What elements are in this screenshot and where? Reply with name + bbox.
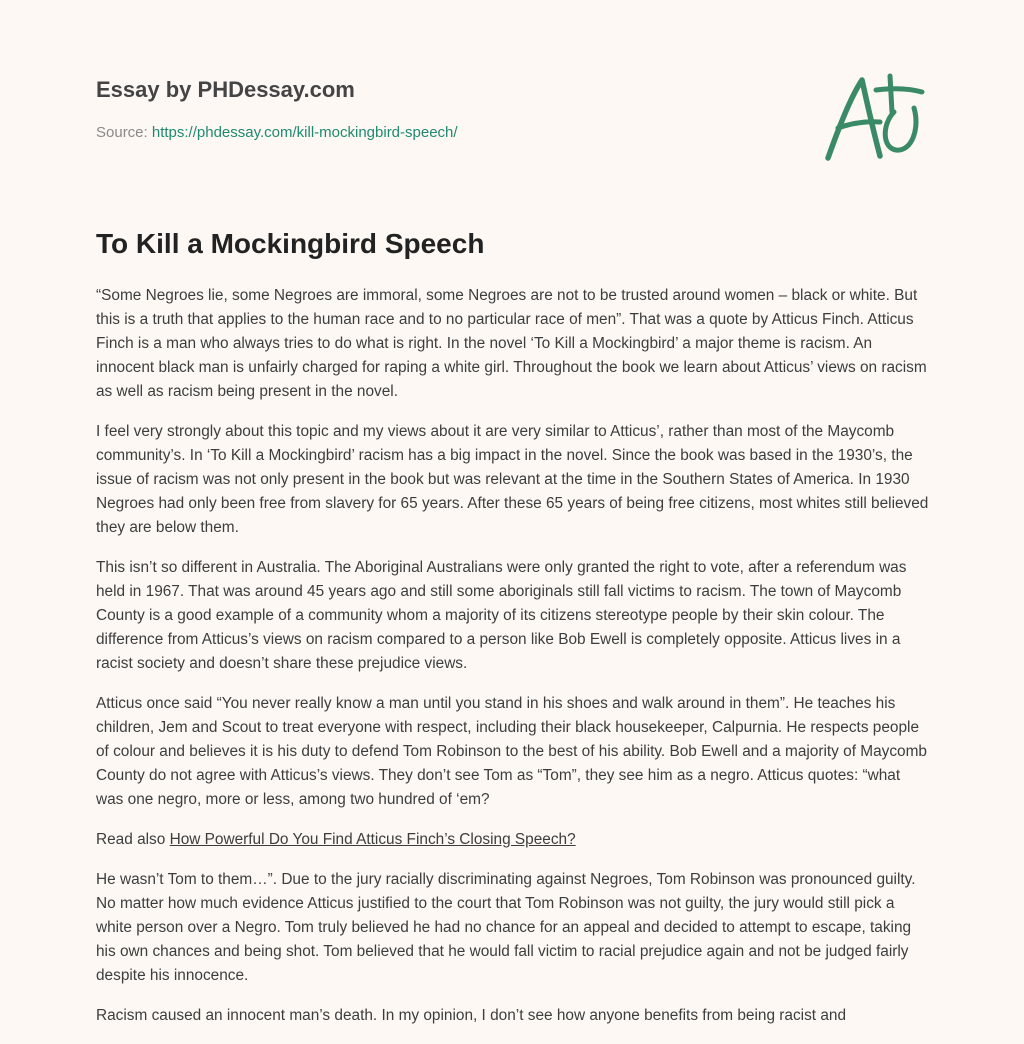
essay-paragraph: Atticus once said “You never really know a man until you stand in his shoes and walk around in them”. He teaches his children, Jem and Scout to treat everyone with respect, including their black housekeeper, Calpurnia. He respects people of colour and believes it is his duty to defend Tom Robinson to the best of his ability. Bob Ewell and a majority of Maycomb County do not agree with Atticus’s views. They don’t see Tom as “Tom”, they see him as a negro. Atticus quotes: “what was one negro, more or less, among two hundred of ‘em? [96, 695, 927, 808]
source-label: Source: [96, 124, 148, 141]
read-also [96, 828, 930, 852]
essay-paragraph: He wasn’t Tom to them…”. Due to the jury racially discriminating against Negroes, Tom Robinson was pronounced guilty. No matter how much evidence Atticus justified to the court that Tom Robinson was not guilty, the jury would still pick a white person over a Negro. Tom truly believed he had no chance for an appeal and decided to attempt to escape, taking his own chances and being shot. Tom believed that he would fall victim to racial prejudice again and not be judged fairly despite his innocence. [96, 871, 916, 984]
essay-paragraph: I feel very strongly about this topic and my views about it are very similar to Atticus’, rather than most of the Maycomb community’s. In ‘To Kill a Mockingbird’ racism has a big impact in the novel. Since the book was based in the 1930’s, the issue of racism was not only present in the book but was relevant at the time in the Southern States of America. In 1930 Negroes had only been free from slavery for 65 years. After these 65 years of being free citizens, most whites still believed they are below them. [96, 423, 929, 536]
a-plus-logo-icon [822, 68, 926, 164]
source-line [96, 123, 458, 143]
essay-paragraph: “Some Negroes lie, some Negroes are immoral, some Negroes are not to be trusted around women – black or white. But this is a truth that applies to the human race and to no particular race of men”. That was a quote by Atticus Finch. Atticus Finch is a man who always tries to do what is right. In the novel ‘To Kill a Mockingbird’ a major theme is racism. An innocent black man is unfairly charged for raping a white girl. Throughout the book we learn about Atticus’ views on racism as well as racism being present in the novel. [96, 287, 927, 400]
site-brand: Essay by PHDessay.com [96, 77, 355, 102]
essay-title: To Kill a Mockingbird Speech [96, 228, 485, 259]
essay-body [96, 284, 930, 1044]
source-link[interactable]: https://phdessay.com/kill-mockingbird-speech/ [151, 124, 458, 141]
essay-paragraph: Racism caused an innocent man’s death. In my opinion, I don’t see how anyone benefits from being racist and [96, 1007, 847, 1024]
read-also-label: Read also [96, 831, 166, 848]
read-also-link[interactable]: How Powerful Do You Find Atticus Finch’s Closing Speech? [169, 831, 576, 848]
essay-paragraph: This isn’t so different in Australia. The Aboriginal Australians were only granted the right to vote, after a referendum was held in 1967. That was around 45 years ago and still some aboriginals still fall victims to racism. The town of Maycomb County is a good example of a community whom a majority of its citizens stereotype people by their skin colour. The difference from Atticus’s views on racism compared to a person like Bob Ewell is completely opposite. Atticus lives in a racist society and doesn’t share these prejudice views. [96, 559, 907, 672]
